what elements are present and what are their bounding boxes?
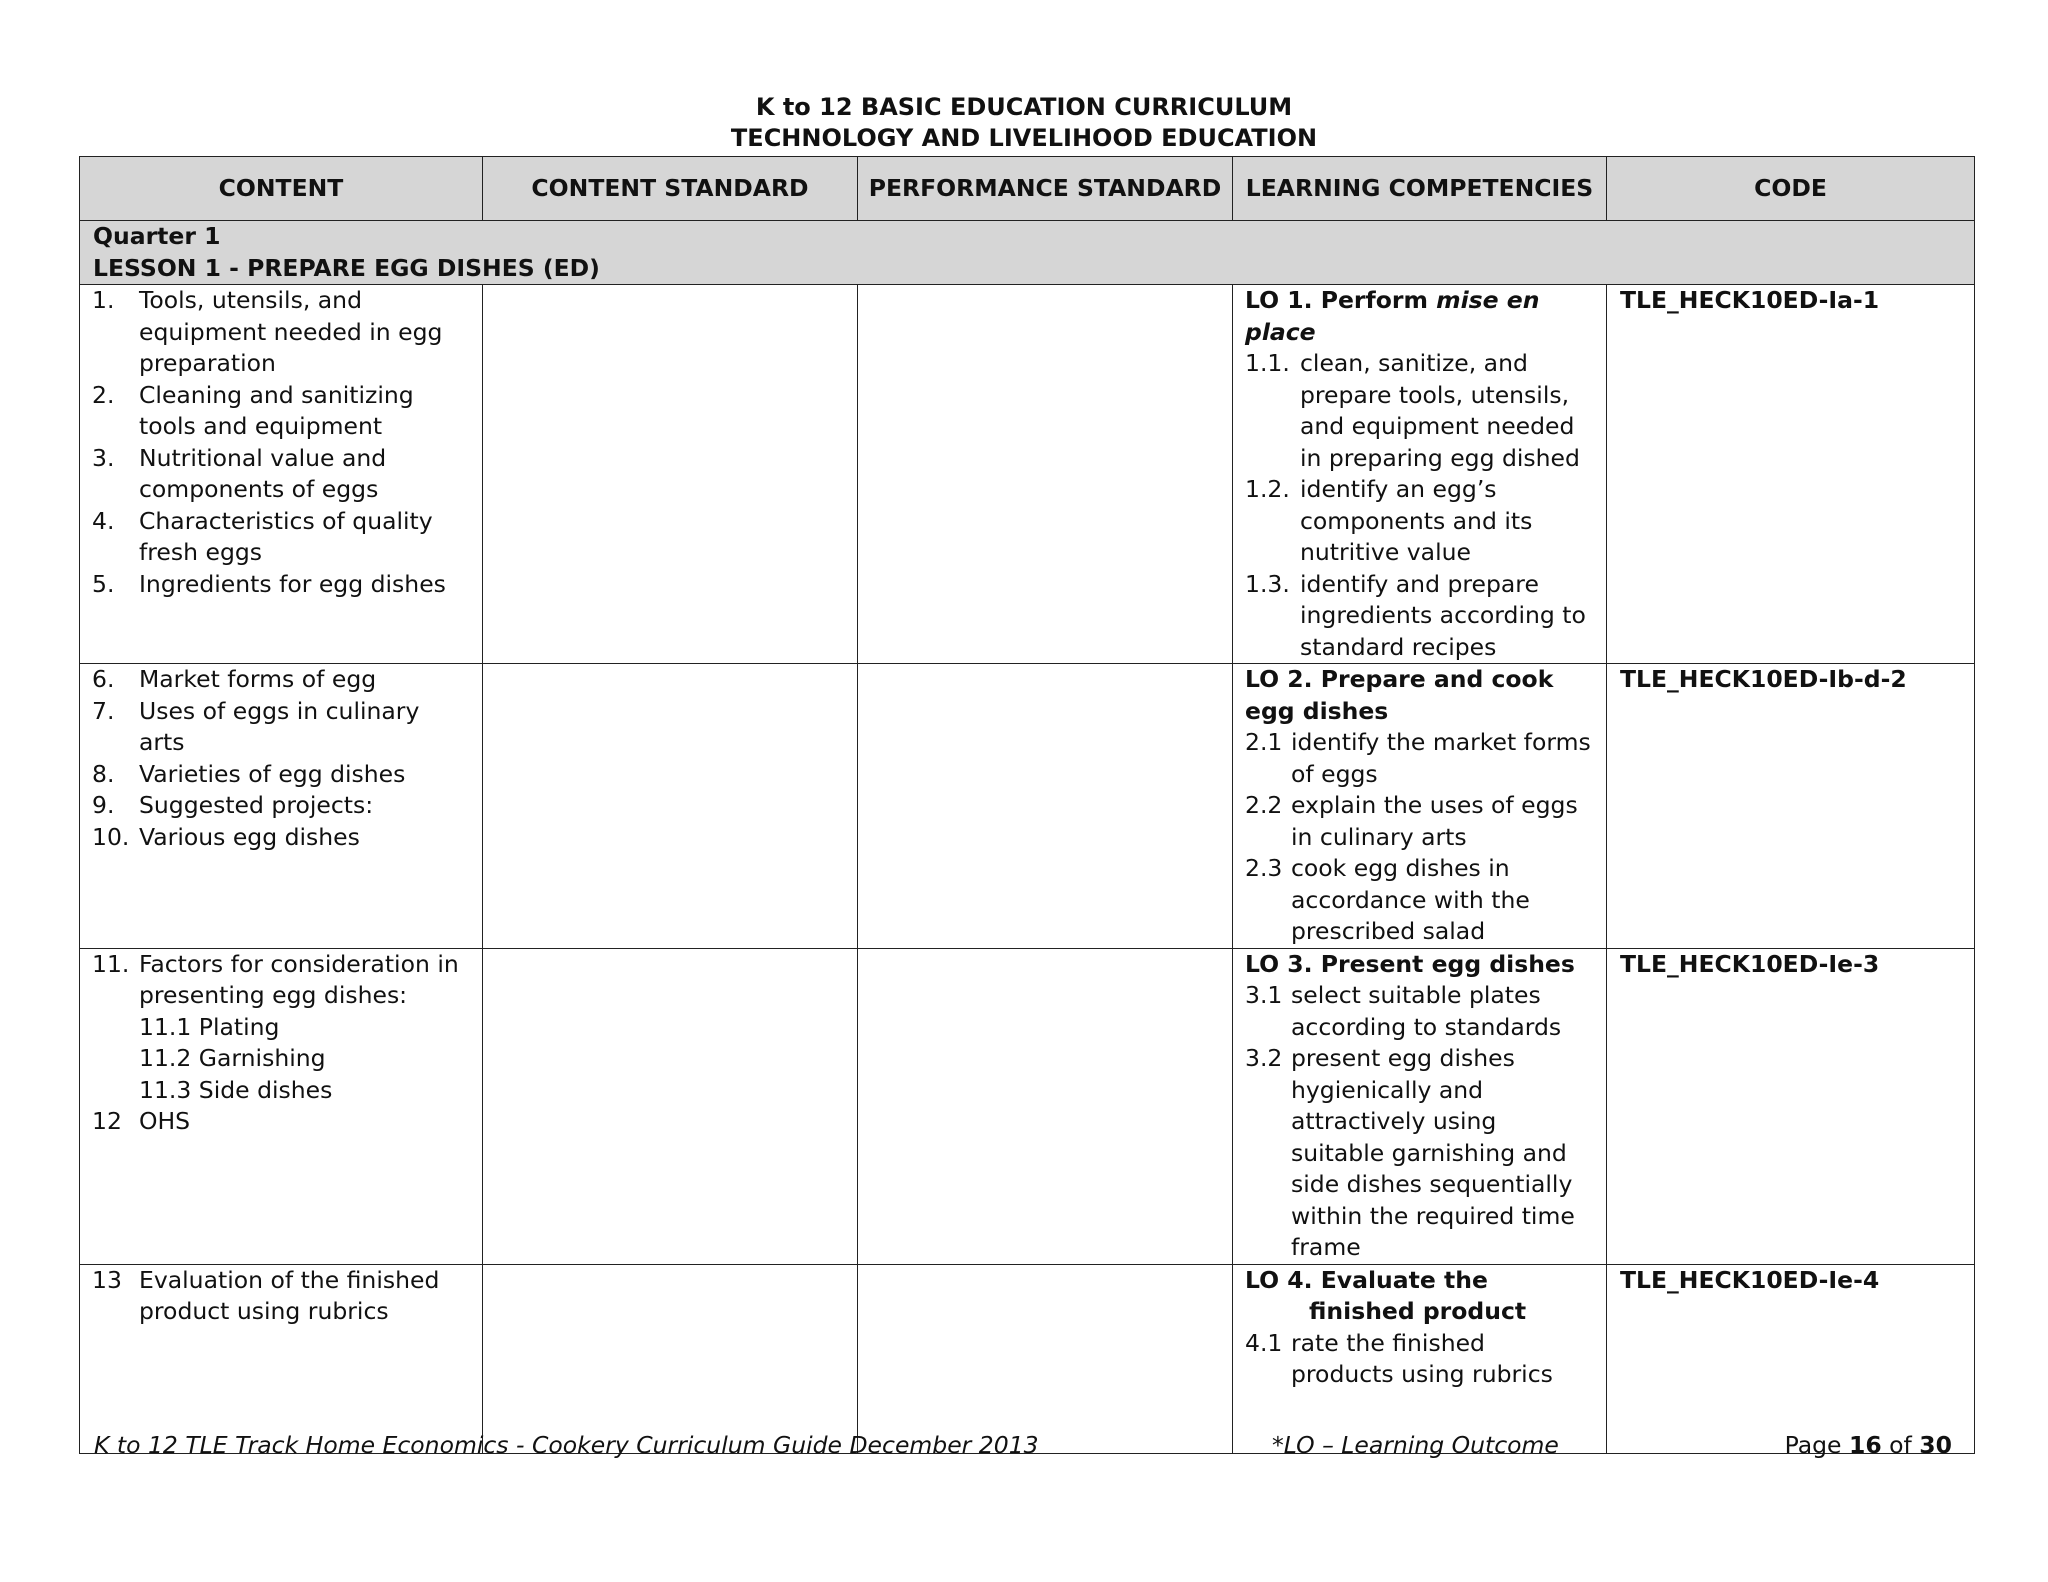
lo-italic: mise en place xyxy=(1245,286,1540,346)
page-label: Page xyxy=(1784,1431,1842,1459)
item-number: 5. xyxy=(92,569,115,598)
quarter-label: Quarter 1 xyxy=(93,222,221,250)
item-number: 8. xyxy=(92,759,115,788)
list-item xyxy=(1245,790,1594,853)
list-item xyxy=(92,790,470,822)
item-text: Various egg dishes xyxy=(139,822,360,851)
learning-outcome-title: LO 2. Prepare and cook egg dishes xyxy=(1245,665,1554,725)
list-item xyxy=(1245,980,1594,1043)
item-number: 3.2 xyxy=(1245,1044,1283,1072)
content-list xyxy=(92,949,470,1012)
learning-outcome-title-cont: finished product xyxy=(1309,1297,1527,1325)
list-item xyxy=(92,949,470,1012)
item-number: 10. xyxy=(92,822,130,851)
learning-outcome-title: LO 3. Present egg dishes xyxy=(1245,949,1575,978)
lo-prefix: LO 1. Perform xyxy=(1245,286,1437,314)
item-number: 2. xyxy=(92,380,115,409)
item-number: 4. xyxy=(92,506,115,535)
item-number: 1.1. xyxy=(1245,349,1290,377)
item-text: select suitable plates according to standards xyxy=(1291,981,1562,1041)
content-list xyxy=(92,1106,470,1138)
learning-competencies-cell xyxy=(1233,1264,1607,1453)
sub-item: 11.2 Garnishing xyxy=(139,1044,326,1072)
learning-outcome-title xyxy=(1245,285,1594,348)
list-item xyxy=(92,1106,470,1138)
competency-list xyxy=(1245,980,1594,1264)
item-text: Factors for consideration in presenting egg dishes: xyxy=(139,949,459,1009)
learning-outcome-title: LO 4. Evaluate the xyxy=(1245,1265,1488,1294)
content-list xyxy=(92,1265,470,1328)
item-number: 6. xyxy=(92,665,115,693)
learning-competencies-cell xyxy=(1233,664,1607,949)
col-header-learning-competencies: LEARNING COMPETENCIES xyxy=(1233,157,1607,221)
item-number: 13 xyxy=(92,1265,122,1294)
table-row xyxy=(80,664,1975,949)
col-header-content-standard: CONTENT STANDARD xyxy=(483,157,858,221)
col-header-content: CONTENT xyxy=(80,157,483,221)
quarter-row xyxy=(80,221,1975,285)
performance-standard-cell xyxy=(858,285,1233,664)
item-text: present egg dishes hygienically and attractively using suitable garnishing and side dishes sequentially within the required time frame xyxy=(1291,1044,1575,1261)
footer-lo-note: *LO – Learning Outcome xyxy=(1272,1431,1559,1459)
learning-competencies-cell xyxy=(1233,948,1607,1264)
list-item xyxy=(1245,1043,1594,1264)
content-standard-cell xyxy=(483,664,858,949)
code-cell: TLE_HECK10ED-Ia-1 xyxy=(1607,285,1975,664)
subject-title: TECHNOLOGY AND LIVELIHOOD EDUCATION xyxy=(730,124,1318,152)
item-text: Market forms of egg xyxy=(139,665,377,693)
page-current: 16 xyxy=(1848,1431,1882,1459)
list-item xyxy=(92,380,470,443)
content-standard-cell xyxy=(483,948,858,1264)
content-cell xyxy=(80,664,483,949)
document-header xyxy=(0,92,2048,154)
table-row xyxy=(80,285,1975,664)
list-item xyxy=(92,569,470,601)
item-number: 3. xyxy=(92,443,115,472)
content-cell xyxy=(80,1264,483,1453)
list-item xyxy=(92,506,470,569)
list-item xyxy=(92,759,470,791)
list-item xyxy=(92,443,470,506)
item-text: identify and prepare ingredients according to standard recipes xyxy=(1300,569,1586,661)
list-item xyxy=(92,822,470,854)
code-cell: TLE_HECK10ED-Ie-3 xyxy=(1607,948,1975,1264)
competency-list xyxy=(1245,727,1594,948)
content-list xyxy=(92,664,470,853)
list-item xyxy=(1245,348,1594,474)
item-number: 2.2 xyxy=(1245,791,1283,819)
item-number: 7. xyxy=(92,696,115,725)
competency-list xyxy=(1245,348,1594,663)
col-header-performance-standard: PERFORMANCE STANDARD xyxy=(858,157,1233,221)
list-item xyxy=(1245,1328,1594,1391)
item-number: 1.2. xyxy=(1245,475,1290,503)
lesson-label: LESSON 1 - PREPARE EGG DISHES (ED) xyxy=(93,253,600,282)
performance-standard-cell xyxy=(858,948,1233,1264)
code-cell: TLE_HECK10ED-Ie-4 xyxy=(1607,1264,1975,1453)
performance-standard-cell xyxy=(858,1264,1233,1453)
list-item xyxy=(1245,569,1594,664)
item-number: 1. xyxy=(92,286,115,314)
item-number: 3.1 xyxy=(1245,981,1283,1009)
item-number: 2.3 xyxy=(1245,854,1283,882)
table-row xyxy=(80,948,1975,1264)
curriculum-title: K to 12 BASIC EDUCATION CURRICULUM xyxy=(755,93,1293,121)
item-text: identify the market forms of eggs xyxy=(1291,728,1591,788)
content-cell xyxy=(80,285,483,664)
item-text: Cleaning and sanitizing tools and equipment xyxy=(139,380,414,440)
item-text: Evaluation of the finished product using rubrics xyxy=(139,1265,440,1325)
item-text: cook egg dishes in accordance with the prescribed salad xyxy=(1291,854,1530,945)
item-text: explain the uses of eggs in culinary arts xyxy=(1291,791,1578,851)
list-item xyxy=(1245,474,1594,569)
item-text: Uses of eggs in culinary arts xyxy=(139,696,420,756)
performance-standard-cell xyxy=(858,664,1233,949)
item-text: clean, sanitize, and prepare tools, utensils, and equipment needed in preparing egg dished xyxy=(1300,349,1580,472)
page-total: 30 xyxy=(1919,1431,1952,1459)
curriculum-table xyxy=(79,156,1975,1454)
item-text: Nutritional value and components of eggs xyxy=(139,443,387,503)
quarter-cell xyxy=(80,221,1975,285)
content-standard-cell xyxy=(483,285,858,664)
item-text: identify an egg’s components and its nutritive value xyxy=(1300,475,1533,566)
content-list xyxy=(92,285,470,600)
list-item xyxy=(92,1265,470,1328)
item-number: 9. xyxy=(92,791,115,819)
competency-list xyxy=(1245,1328,1594,1391)
code-cell: TLE_HECK10ED-Ib-d-2 xyxy=(1607,664,1975,949)
list-item xyxy=(1245,853,1594,948)
item-text: OHS xyxy=(139,1107,191,1135)
table-header-row xyxy=(80,157,1975,221)
item-number: 11. xyxy=(92,949,130,978)
item-text: Varieties of egg dishes xyxy=(139,759,406,788)
footer-guide-title: K to 12 TLE Track Home Economics - Cookery Curriculum Guide December 2013 xyxy=(94,1431,1039,1459)
item-text: Characteristics of quality fresh eggs xyxy=(139,506,433,566)
item-text: Suggested projects: xyxy=(139,791,374,819)
content-standard-cell xyxy=(483,1264,858,1453)
item-text: Ingredients for egg dishes xyxy=(139,569,446,598)
sub-item: 11.3 Side dishes xyxy=(139,1075,333,1104)
list-item xyxy=(1245,727,1594,790)
item-text: rate the finished products using rubrics xyxy=(1291,1328,1553,1388)
table-row xyxy=(80,1264,1975,1453)
item-number: 2.1 xyxy=(1245,728,1283,756)
item-number: 12 xyxy=(92,1107,122,1135)
list-item xyxy=(92,696,470,759)
item-number: 4.1 xyxy=(1245,1328,1283,1357)
item-text: Tools, utensils, and equipment needed in egg preparation xyxy=(139,286,443,377)
item-number: 1.3. xyxy=(1245,569,1290,598)
page-of-label: of xyxy=(1889,1431,1912,1459)
list-item xyxy=(92,664,470,696)
sub-item: 11.1 Plating xyxy=(139,1012,280,1041)
list-item xyxy=(92,285,470,380)
col-header-code: CODE xyxy=(1607,157,1975,221)
footer-page-number xyxy=(1785,1430,1952,1461)
learning-competencies-cell xyxy=(1233,285,1607,664)
content-cell xyxy=(80,948,483,1264)
